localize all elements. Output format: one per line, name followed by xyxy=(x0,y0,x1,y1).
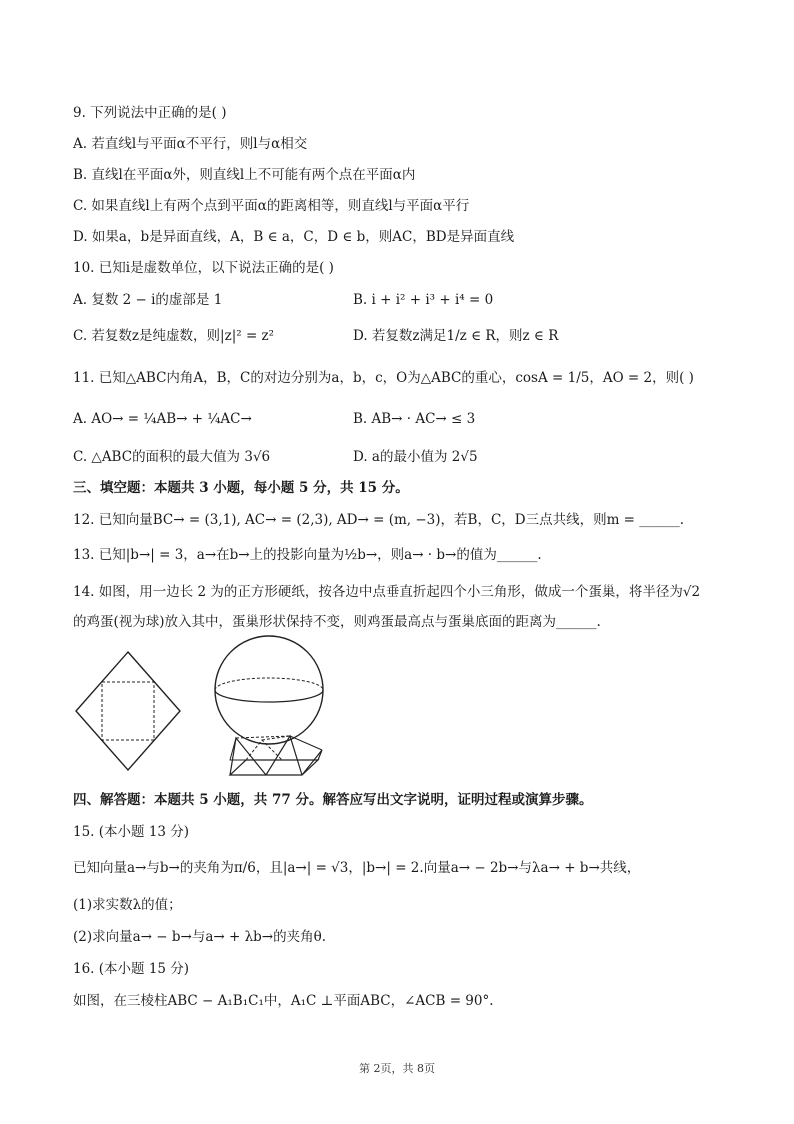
q10-option-d: D. 若复数z满足1/z ∈ R，则z ∈ R xyxy=(353,328,559,344)
q9-option-d: D. 如果a，b是异面直线，A，B ∈ a，C，D ∈ b，则AC，BD是异面直线 xyxy=(73,229,515,245)
q9-stem: 9. 下列说法中正确的是( ) xyxy=(73,105,227,121)
q9-option-c: C. 如果直线l上有两个点到平面α的距离相等，则直线l与平面α平行 xyxy=(73,198,470,214)
q9-option-a: A. 若直线l与平面α不平行，则l与α相交 xyxy=(73,136,308,152)
q9-option-b: B. 直线l在平面α外，则直线l上不可能有两个点在平面α内 xyxy=(73,167,416,183)
section-3-heading: 三、填空题：本题共 3 小题，每小题 5 分，共 15 分。 xyxy=(73,480,409,496)
q11-option-b: B. AB→ · AC→ ≤ 3 xyxy=(353,411,476,427)
q12-stem: 12. 已知向量BC→ = (3,1), AC→ = (2,3), AD→ = (m, −3)，若B，C，D三点共线，则m = ______. xyxy=(73,512,685,528)
q10-option-b: B. i + i² + i³ + i⁴ = 0 xyxy=(353,292,494,308)
q11-stem: 11. 已知△ABC内角A，B，C的对边分别为a，b，c，O为△ABC的重心，cosA = 1/5，AO = 2，则( ) xyxy=(73,370,694,386)
q15-stem: 已知向量a→与b→的夹角为π/6，且|a→| = √3，|b→| = 2.向量a→ − 2b→与λa→ + b→共线， xyxy=(73,860,641,876)
q10-stem: 10. 已知i是虚数单位，以下说法正确的是( ) xyxy=(73,260,334,276)
q14-stem-line2: 的鸡蛋(视为球)放入其中，蛋巢形状保持不变，则鸡蛋最高点与蛋巢底面的距离为______. xyxy=(73,614,601,630)
q15-part1: (1)求实数λ的值； xyxy=(73,897,182,913)
q15-heading: 15. (本小题 13 分) xyxy=(73,824,190,840)
q16-stem: 如图，在三棱柱ABC − A₁B₁C₁中，A₁C ⊥平面ABC，∠ACB = 90°. xyxy=(73,993,494,1009)
page-footer: 第 2页，共 8页 xyxy=(359,1062,435,1075)
q14-stem-line1: 14. 如图，用一边长 2 为的正方形硬纸，按各边中点垂直折起四个小三角形，做成一个蛋巢，将半径为√2 xyxy=(73,584,701,600)
q16-heading: 16. (本小题 15 分) xyxy=(73,961,190,977)
q11-option-a: A. AO→ = ¼AB→ + ¼AC→ xyxy=(73,411,252,427)
square-paper-figure xyxy=(72,648,184,774)
q15-part2: (2)求向量a→ − b→与a→ + λb→的夹角θ. xyxy=(73,929,327,945)
q10-option-c: C. 若复数z是纯虚数，则|z|² = z² xyxy=(73,328,275,344)
section-4-heading: 四、解答题：本题共 5 小题，共 77 分。解答应写出文字说明，证明过程或演算步骤。 xyxy=(73,792,593,808)
q11-option-c: C. △ABC的面积的最大值为 3√6 xyxy=(73,449,271,465)
q13-stem: 13. 已知|b→| = 3，a→在b→上的投影向量为½b→，则a→ · b→的值为______. xyxy=(73,547,542,563)
q11-option-d: D. a的最小值为 2√5 xyxy=(353,449,478,465)
q10-option-a: A. 复数 2 − i的虚部是 1 xyxy=(73,292,223,308)
egg-nest-figure xyxy=(210,632,335,782)
